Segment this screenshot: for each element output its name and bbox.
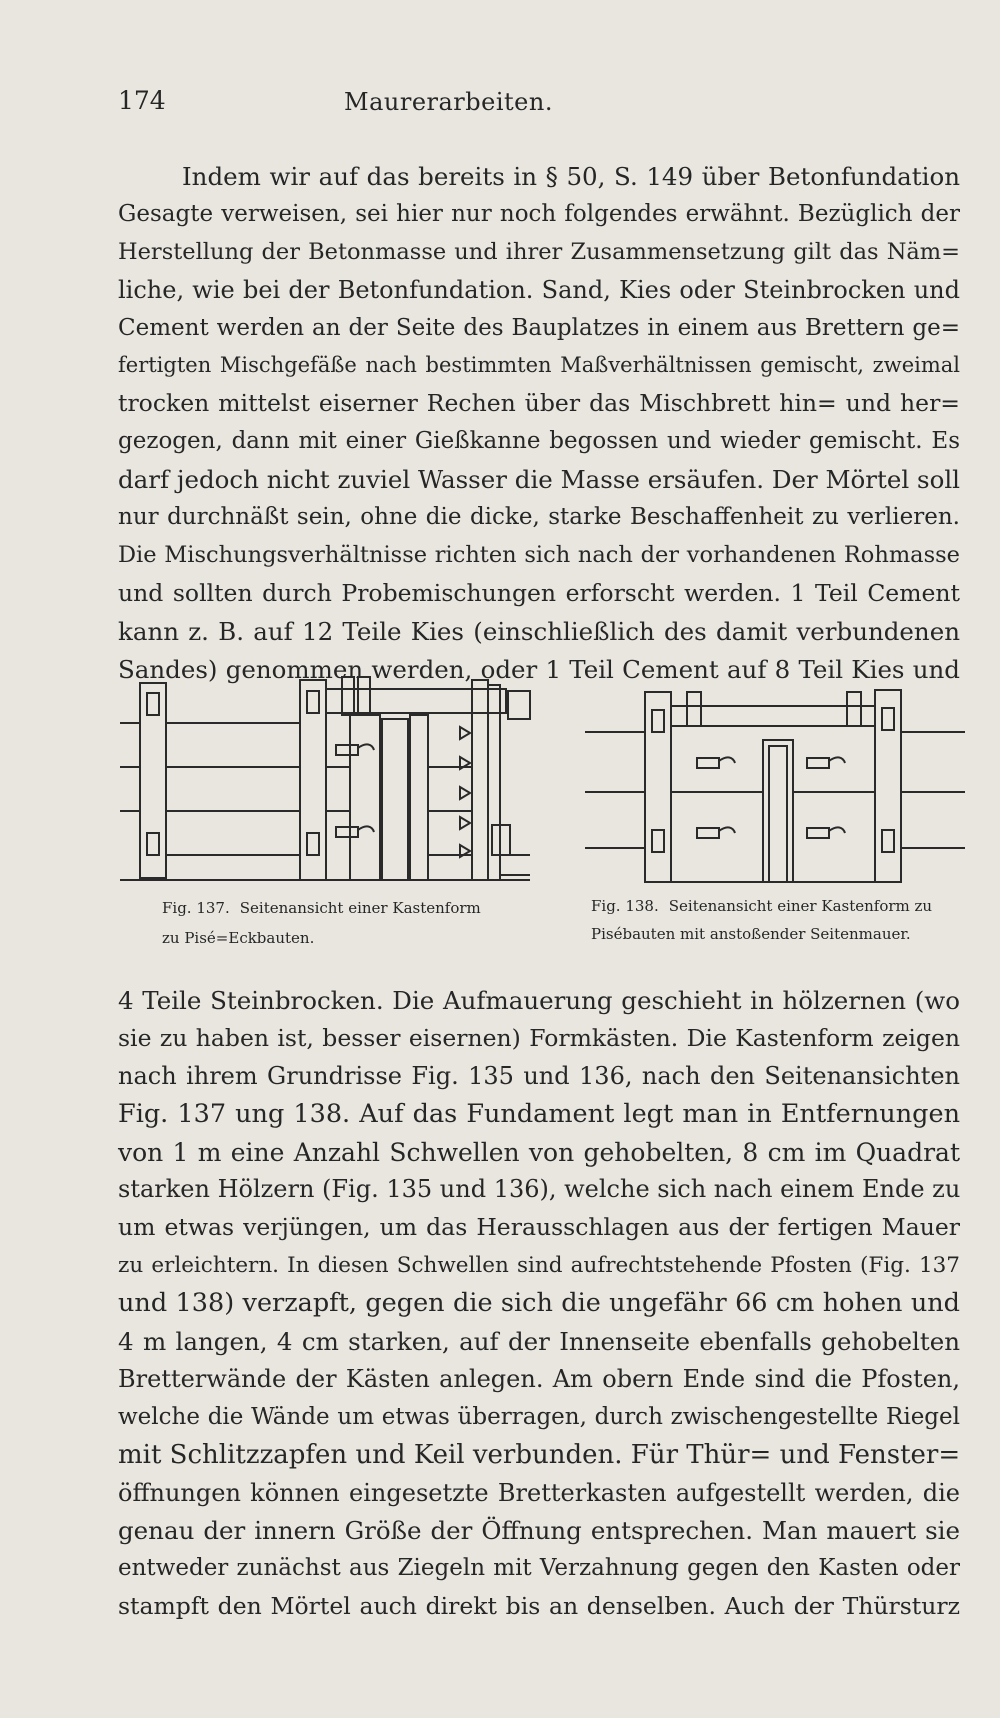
figure-number: Fig. 137.	[162, 899, 230, 917]
page-header	[118, 86, 960, 126]
text-line: starken Hölzern (Fig. 135 und 136), welche sich nach einem Ende zu	[118, 1175, 961, 1204]
text-line: Sandes) genommen werden, oder 1 Teil Cement auf 8 Teil Kies und	[118, 654, 960, 684]
text-line: sie zu haben ist, besser eisernen) Formkästen. Die Kastenform zeigen	[118, 1023, 960, 1052]
figure-137	[120, 675, 560, 950]
figure-caption	[585, 894, 965, 918]
paragraph-2	[118, 982, 960, 1626]
caption-continuation: Pisébauten mit anstoßender Seitenmauer.	[591, 925, 911, 943]
text-line: und 138) verzapft, gegen die sich die ungefähr 66 cm hohen und	[118, 1288, 960, 1319]
text-line: Cement werden an der Seite des Bauplatzes in einem aus Brettern ge=	[118, 314, 960, 341]
text-line: Herstellung der Betonmasse und ihrer Zusammensetzung gilt das Näm=	[118, 238, 960, 265]
page-number: 174	[118, 86, 166, 115]
running-head: Maurerarbeiten.	[344, 88, 553, 116]
text-line: um etwas verjüngen, um das Herausschlagen aus der fertigen Mauer	[118, 1213, 960, 1242]
text-line: von 1 m eine Anzahl Schwellen von gehobelten, 8 cm im Quadrat	[118, 1137, 960, 1167]
text-line: entweder zunächst aus Ziegeln mit Verzahnung gegen den Kasten oder	[118, 1555, 960, 1582]
figure-caption	[120, 896, 560, 920]
text-line: zu erleichtern. In diesen Schwellen sind aufrechtstehende Pfosten (Fig. 137	[118, 1253, 960, 1279]
text-line: öffnungen können eingesetzte Bretterkasten aufgestellt werden, die	[118, 1478, 960, 1507]
text-line: Bretterwände der Kästen anlegen. Am obern Ende sind die Pfosten,	[118, 1364, 960, 1393]
caption-text: Seitenansicht einer Kastenform	[239, 899, 481, 917]
formwork-corner-drawing	[120, 675, 560, 890]
text-line: fertigten Mischgefäße nach bestimmten Maßverhältnissen gemischt, zweimal	[118, 353, 960, 378]
text-line: Indem wir auf das bereits in § 50, S. 149 über Betonfundation	[182, 162, 960, 191]
text-line: genau der innern Größe der Öffnung entsprechen. Man mauert sie	[118, 1516, 960, 1546]
text-line: nach ihrem Grundrisse Fig. 135 und 136, nach den Seitenansichten	[118, 1061, 960, 1090]
text-line: und sollten durch Probemischungen erforscht werden. 1 Teil Cement	[118, 578, 960, 607]
text-line: nur durchnäßt sein, ohne die dicke, starke Beschaffenheit zu verlieren.	[118, 504, 960, 531]
text-line: gezogen, dann mit einer Gießkanne begossen und wieder gemischt. Es	[118, 428, 960, 455]
text-line: 4 Teile Steinbrocken. Die Aufmauerung geschieht in hölzernen (wo	[118, 986, 960, 1015]
text-line: 4 m langen, 4 cm starken, auf der Innenseite ebenfalls gehobelten	[118, 1327, 960, 1357]
text-line: welche die Wände um etwas überragen, durch zwischengestellte Riegel	[118, 1403, 960, 1430]
figure-number: Fig. 138.	[591, 897, 659, 915]
text-line: liche, wie bei der Betonfundation. Sand, Kies oder Steinbrocken und	[118, 275, 960, 304]
caption-continuation: zu Pisé=Eckbauten.	[162, 929, 315, 947]
text-line: kann z. B. auf 12 Teile Kies (einschließlich des damit verbundenen	[118, 616, 960, 646]
text-line: stampft den Mörtel auch direkt bis an denselben. Auch der Thürsturz	[118, 1592, 960, 1621]
text-line: Gesagte verweisen, sei hier nur noch folgendes erwähnt. Bezüglich der	[118, 200, 960, 227]
figure-138	[585, 680, 965, 946]
text-line: Die Mischungsverhältnisse richten sich nach der vorhandenen Rohmasse	[118, 541, 960, 568]
text-line: darf jedoch nicht zuviel Wasser die Masse ersäufen. Der Mörtel soll	[118, 465, 960, 495]
formwork-wall-drawing	[585, 680, 965, 890]
caption-text: Seitenansicht einer Kastenform zu	[668, 897, 933, 915]
text-line: mit Schlitzzapfen und Keil verbunden. Für Thür= und Fenster=	[118, 1439, 961, 1470]
text-line: Fig. 137 ung 138. Auf das Fundament legt man in Entfernungen	[118, 1098, 960, 1129]
text-line: trocken mittelst eiserner Rechen über das Mischbrett hin= und her=	[118, 389, 960, 418]
paragraph-1	[118, 158, 960, 688]
